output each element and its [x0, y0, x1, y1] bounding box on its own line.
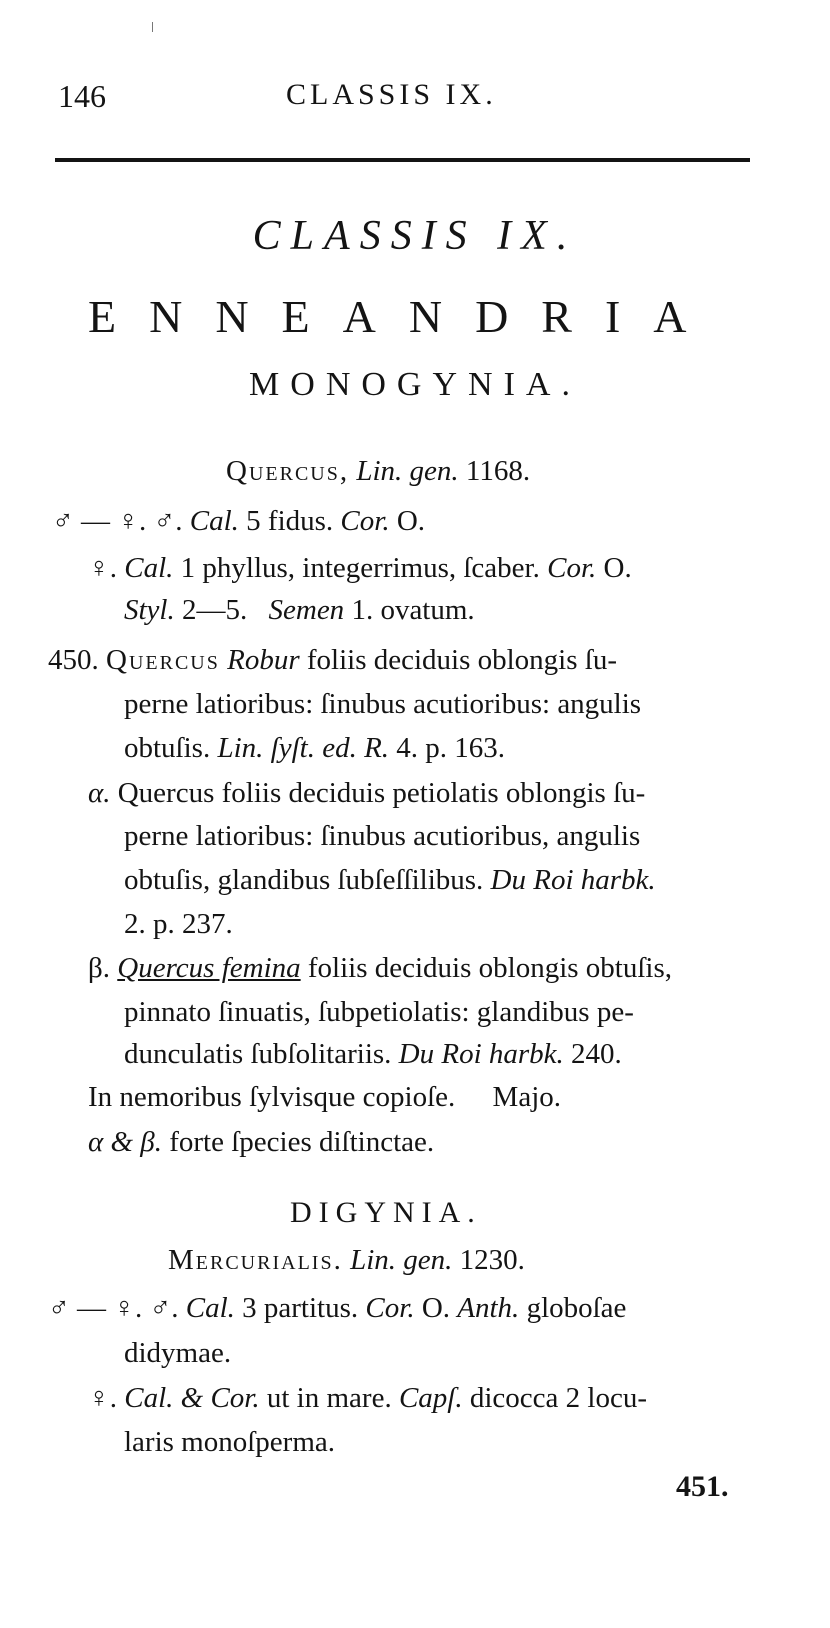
male-symbol: ♂.	[153, 505, 183, 537]
sex-sign: ♂ — ♀.	[52, 505, 147, 537]
variety-alpha-line-4: 2. p. 237.	[124, 908, 233, 940]
species-genus: Quercus	[106, 644, 220, 676]
genus-ref: Lin. gen.	[356, 455, 459, 487]
female-symbol: ♀.	[88, 1382, 117, 1414]
mercurialis-female-line	[88, 1380, 647, 1416]
cal-label: Cal.	[185, 1292, 235, 1324]
habitat-text: In nemoribus ſylvisque copioſe.	[88, 1081, 456, 1113]
anth-text: globoſae	[526, 1292, 627, 1324]
literature-page: 240.	[571, 1038, 622, 1070]
cor-label: Cor.	[365, 1292, 415, 1324]
order-heading-digynia: DIGYNIA.	[290, 1196, 482, 1229]
diagnosis-text: obtuſis.	[124, 732, 211, 764]
literature-page: 4. p. 163.	[396, 732, 506, 764]
note-symbols: α & β.	[88, 1126, 162, 1158]
cor-text: O.	[603, 552, 632, 584]
variety-alpha-line-3	[124, 862, 656, 898]
styl-label: Styl.	[124, 594, 175, 626]
sex-sign: ♂ — ♀.	[48, 1292, 143, 1324]
male-flower-line	[52, 503, 425, 539]
literature-ref: Du Roi harbk.	[398, 1038, 564, 1070]
variety-text: obtuſis, glandibus ſubſeſſilibus.	[124, 864, 484, 896]
mercurialis-male-line-2: didymae.	[124, 1337, 232, 1369]
mercurialis-male-line	[48, 1290, 626, 1326]
species-epithet: Robur	[227, 644, 300, 676]
species-450-line-3	[124, 730, 505, 766]
variety-alpha-line-2: perne latioribus: ſinubus acutioribus, angulis	[124, 820, 641, 852]
catchword: 451.	[676, 1470, 729, 1503]
variety-label: α.	[88, 777, 111, 809]
genus-ref: Lin. gen.	[350, 1244, 453, 1276]
species-450-line-2: perne latioribus: ſinubus acutioribus: angulis	[124, 688, 642, 720]
header-rule	[55, 158, 750, 162]
genus-ref-number: 1230.	[459, 1244, 525, 1276]
genus-header-quercus	[226, 453, 530, 489]
species-450-line-1	[48, 642, 617, 678]
genus-header-mercurialis	[168, 1242, 525, 1278]
genus-name: Quercus,	[226, 455, 350, 487]
variety-label: β.	[88, 952, 111, 984]
cor-label: Cor.	[547, 552, 597, 584]
semen-text: 1. ovatum.	[351, 594, 475, 626]
variety-beta-line-1	[88, 950, 672, 986]
species-number: 450.	[48, 644, 99, 676]
semen-label: Semen	[268, 594, 345, 626]
female-flower-line	[88, 550, 632, 586]
variety-name: Quercus femina	[117, 952, 301, 984]
classis-heading: CLASSIS IX.	[252, 213, 578, 259]
female-text: ut in mare.	[266, 1382, 392, 1414]
cal-cor-label: Cal. & Cor.	[124, 1382, 260, 1414]
class-name: ENNEANDRIA	[88, 291, 720, 342]
variety-alpha-line-1	[88, 775, 645, 811]
cal-label: Cal.	[189, 505, 239, 537]
cal-text: 1 phyllus, integerrimus, ſcaber.	[180, 552, 540, 584]
page-number: 146	[58, 78, 106, 114]
variety-beta-line-2: pinnato ſinuatis, ſubpetiolatis: glandibus pe-	[124, 996, 634, 1028]
cor-label: Cor.	[340, 505, 390, 537]
variety-text: foliis deciduis oblongis obtuſis,	[307, 952, 673, 984]
caps-text: dicocca 2 locu-	[469, 1382, 647, 1414]
literature-ref: Lin. ſyſt. ed. R.	[217, 732, 390, 764]
flowering-month: Majo.	[492, 1081, 561, 1113]
ink-mark	[152, 22, 153, 32]
variety-beta-line-3	[124, 1036, 622, 1072]
habitat-line	[88, 1079, 561, 1115]
female-flower-line-2	[124, 592, 475, 628]
anth-label: Anth.	[457, 1292, 520, 1324]
running-title: CLASSIS IX.	[286, 78, 497, 111]
variety-text: dunculatis ſubſolitariis.	[124, 1038, 392, 1070]
note-line	[88, 1124, 434, 1160]
cal-text: 5 fidus.	[246, 505, 334, 537]
genus-ref-number: 1168.	[465, 455, 531, 487]
genus-name: Mercurialis.	[168, 1244, 343, 1276]
cal-text: 3 partitus.	[242, 1292, 359, 1324]
note-text: forte ſpecies diſtinctae.	[169, 1126, 435, 1158]
caps-label: Capſ.	[398, 1382, 463, 1414]
styl-text: 2—5.	[182, 594, 248, 626]
order-heading: MONOGYNIA.	[249, 366, 581, 403]
variety-text: Quercus foliis deciduis petiolatis oblongis ſu-	[117, 777, 646, 809]
male-symbol: ♂.	[149, 1292, 179, 1324]
literature-ref: Du Roi harbk.	[490, 864, 656, 896]
cor-text: O.	[421, 1292, 451, 1324]
diagnosis-text: foliis deciduis oblongis ſu-	[306, 644, 617, 676]
cal-label: Cal.	[124, 552, 174, 584]
female-symbol: ♀.	[88, 552, 117, 584]
mercurialis-female-line-2: laris monoſperma.	[124, 1426, 336, 1458]
cor-text: O.	[396, 505, 426, 537]
